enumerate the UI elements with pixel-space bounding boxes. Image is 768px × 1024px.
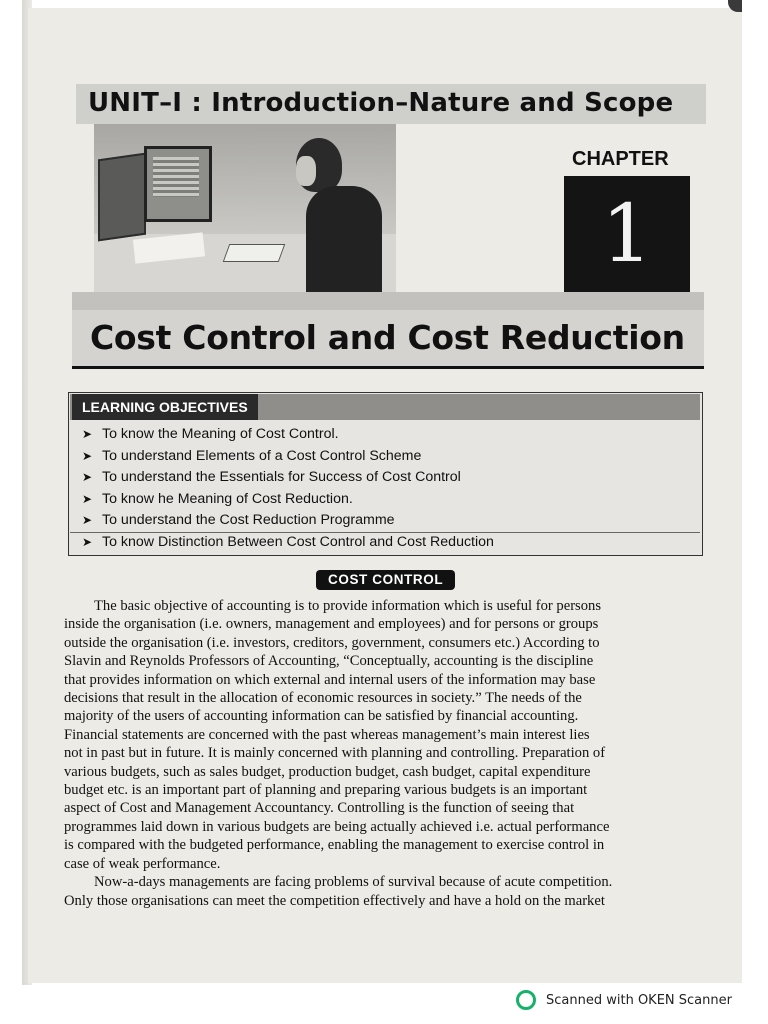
objective-item <box>82 532 494 554</box>
objective-text: To know he Meaning of Cost Reduction. <box>102 490 353 507</box>
chapter-photo <box>94 124 396 292</box>
arrow-bullet-icon: ➤ <box>82 491 93 506</box>
text-line: The basic objective of accounting is to provide information which is useful for persons <box>94 598 602 614</box>
monitor-left <box>98 153 146 242</box>
arrow-bullet-icon: ➤ <box>82 448 93 463</box>
text-line: programmes laid down in various budgets are being actually achieved i.e. actual performance <box>64 818 610 835</box>
chapter-label: CHAPTER <box>572 148 669 170</box>
objective-text: To know the Meaning of Cost Control. <box>102 426 339 442</box>
text-line: Slavin and Reynolds Professors of Accounting, “Conceptually, accounting is the discipline <box>64 653 594 670</box>
text-line: outside the organisation (i.e. investors, creditors, government, consumers etc.) According to <box>64 634 600 651</box>
text-line: is compared with the budgeted performance, enabling the management to exercise control in <box>64 837 605 854</box>
text-line: majority of the users of accounting information can be satisfied by financial accounting. <box>64 708 579 725</box>
objective-item <box>82 489 494 511</box>
chapter-number: 1 <box>601 187 653 280</box>
person-at-desk <box>282 132 378 292</box>
objective-item <box>82 424 494 446</box>
learning-objectives-heading: LEARNING OBJECTIVES <box>72 394 258 420</box>
text-line: Financial statements are concerned with the past whereas management’s main interest lies <box>64 726 590 743</box>
objective-item <box>82 467 494 489</box>
arrow-bullet-icon: ➤ <box>82 427 93 441</box>
learning-objectives-list <box>82 424 494 553</box>
objective-item <box>82 446 494 468</box>
text-line: aspect of Cost and Management Accountancy. Controlling is the function of seeing that <box>64 800 575 817</box>
objective-text: To understand the Cost Reduction Programme <box>102 512 395 528</box>
objective-text: To know Distinction Between Cost Control and Cost Reduction <box>102 533 494 550</box>
text-line: budget etc. is an important part of planning and preparing various budgets is an important <box>64 782 588 799</box>
header-strip <box>72 292 704 310</box>
body-text <box>64 597 700 910</box>
scanner-logo-icon <box>516 990 536 1010</box>
text-line: inside the organisation (i.e. owners, management and employees) and for persons or groups <box>64 616 599 633</box>
text-line: that provides information on which external and internal users of the information may base <box>64 671 596 688</box>
unit-title: UNIT–I : Introduction–Nature and Scope <box>88 88 674 118</box>
scanner-text: Scanned with OKEN Scanner <box>546 993 732 1008</box>
paragraph <box>64 873 700 910</box>
person-face <box>296 156 316 186</box>
text-line: various budgets, such as sales budget, production budget, cash budget, capital expenditure <box>64 763 591 780</box>
text-line: decisions that result in the allocation of economic resources in society.” The needs of the <box>64 690 582 707</box>
monitor-right <box>144 146 212 222</box>
monitor-screen <box>153 157 199 197</box>
person-body <box>306 186 382 292</box>
scanner-watermark <box>516 990 732 1012</box>
section-heading: COST CONTROL <box>316 570 455 590</box>
arrow-bullet-icon: ➤ <box>82 534 93 549</box>
arrow-bullet-icon: ➤ <box>82 470 93 484</box>
text-line: Only those organisations can meet the competition effectively and have a hold on the market <box>64 892 605 909</box>
objective-item <box>82 510 494 532</box>
text-line: Now-a-days managements are facing problems of survival because of acute competition. <box>94 874 613 891</box>
objective-text: To understand the Essentials for Success of Cost Control <box>102 469 461 485</box>
text-line: not in past but in future. It is mainly concerned with planning and controlling. Preparation of <box>64 745 606 762</box>
objective-text: To understand Elements of a Cost Control Scheme <box>102 447 422 464</box>
text-line: case of weak performance. <box>64 855 221 872</box>
keyboard <box>223 244 286 262</box>
chapter-title: Cost Control and Cost Reduction <box>90 318 685 357</box>
paragraph <box>64 597 700 873</box>
arrow-bullet-icon: ➤ <box>82 513 93 527</box>
